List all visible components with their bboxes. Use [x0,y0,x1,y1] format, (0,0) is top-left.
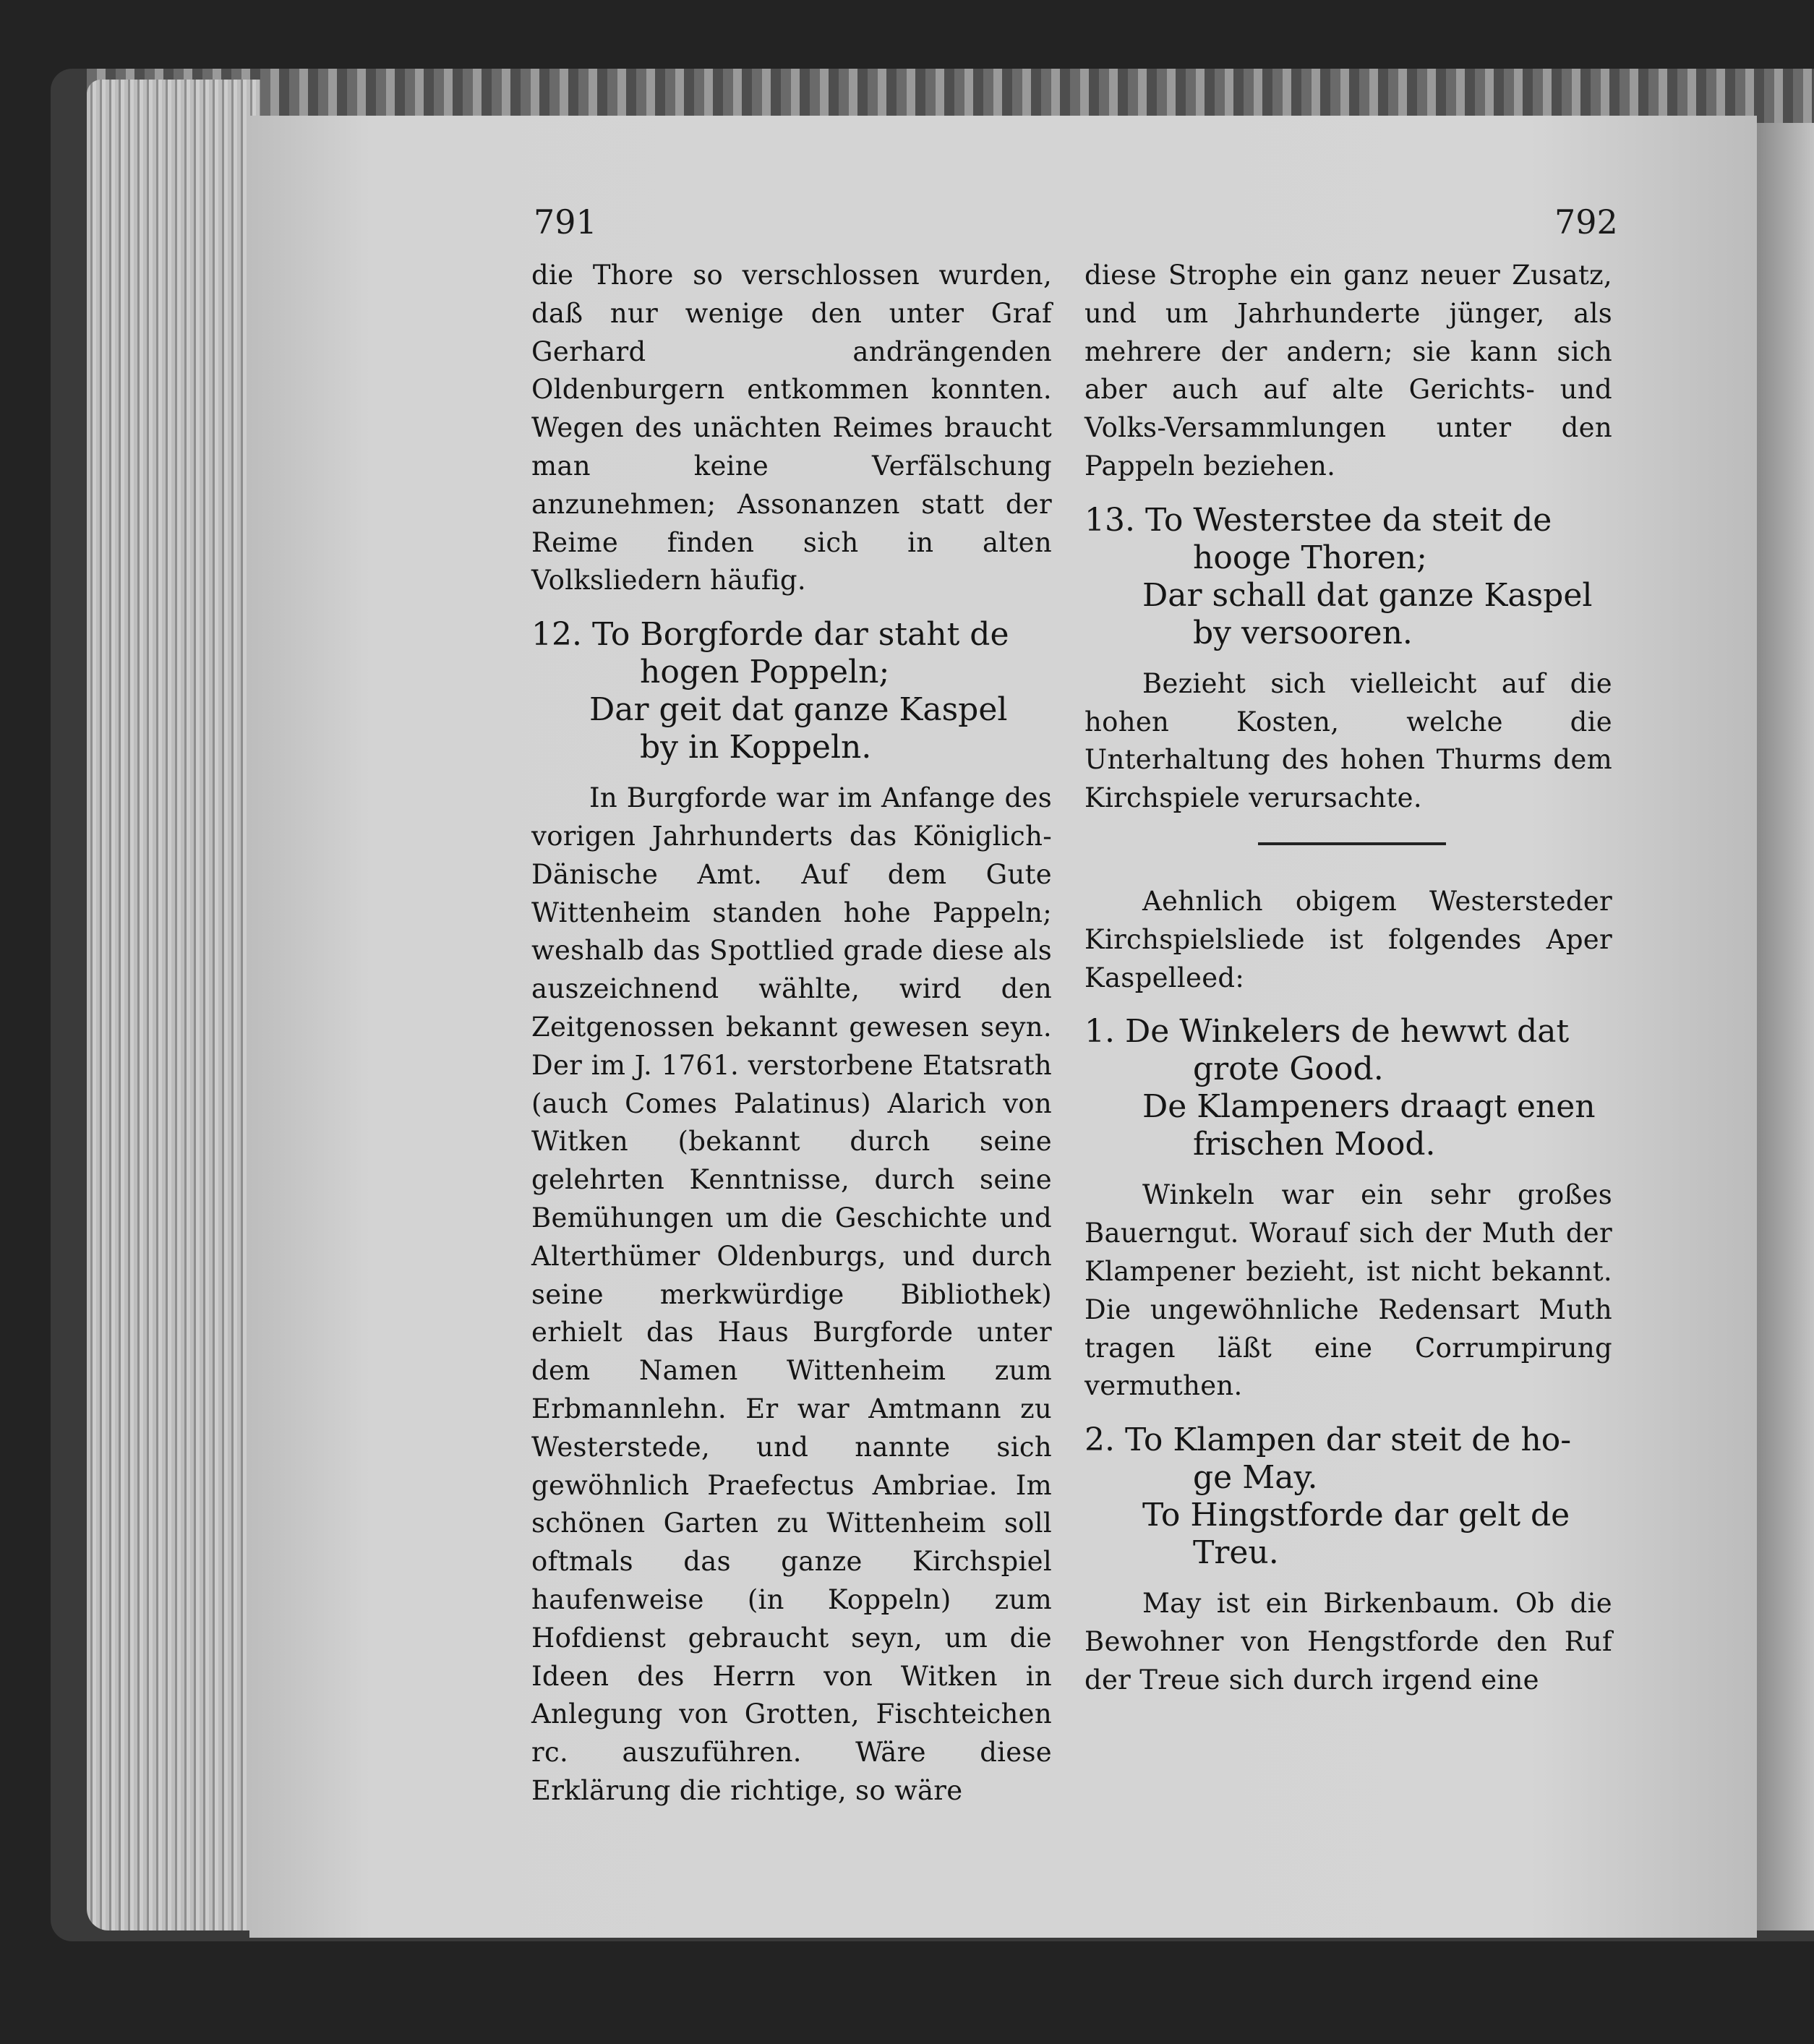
verse-line: 12. To Borgforde dar staht de [531,616,1009,654]
verse-line: hogen Poppeln; [640,654,890,691]
verse-line: ge May. [1193,1459,1318,1497]
verse-line: 2. To Klampen dar steit de ho- [1084,1421,1572,1459]
right-page-number: 792 [1554,202,1618,241]
left-column [531,257,1052,1826]
verse-line: 1. De Winkelers de hewwt dat [1084,1013,1570,1051]
verse-line: grote Good. [1193,1051,1384,1088]
verse-line: Treu. [1193,1534,1279,1572]
next-page-edge [1757,123,1814,1930]
verse-line: Dar geit dat ganze Kaspel [589,691,1008,729]
verse-2 [1084,1421,1612,1572]
right-paragraph-3: Aehnlich obigem Westersteder Kirchspielsliede ist folgendes Aper Kaspelleed: [1084,885,1612,993]
section-divider [1258,842,1446,845]
right-column [1084,257,1612,1716]
page-stack [87,80,260,1930]
verse-line: by in Koppeln. [640,729,872,766]
left-page-number: 791 [534,202,597,241]
verse-line: To Hingstforde dar gelt de [1142,1497,1570,1534]
verse-line: De Klampeners draagt enen [1142,1088,1596,1126]
verse-1 [1084,1013,1612,1163]
verse-line: Dar schall dat ganze Kaspel [1142,576,1593,614]
left-paragraph-1: die Thore so verschlossen wurden, daß nur wenige den unter Graf Gerhard andrängenden Oldenburgern entkommen konnten. Wegen des unächten Reimes braucht man keine Verfälschung anzunehmen; Assonanzen statt der Reime finden sich in alten Volksliedern häufig. [531,260,1052,596]
verse-line: by versooren. [1193,614,1413,651]
verse-13 [1084,502,1612,652]
right-paragraph-2: Bezieht sich vielleicht auf die hohen Kosten, welche die Unterhaltung des hohen Thurms dem Kirchspiele verursachte. [1084,667,1612,814]
verse-12 [531,616,1052,766]
verse-line: 13. To Westerstee da steit de [1084,501,1552,539]
right-paragraph-4: Winkeln war ein sehr großes Bauerngut. Worauf sich der Muth der Klampener bezieht, ist nicht bekannt. Die ungewöhnliche Redensart Muth tragen läßt eine Corrumpirung vermuthen. [1084,1179,1612,1402]
marbled-edge [87,69,1814,123]
right-paragraph-1: diese Strophe ein ganz neuer Zusatz, und um Jahrhunderte jünger, als mehrere der andern; sie kann sich aber auch auf alte Gerichts- und Volks-Versammlungen unter den Pappeln beziehen. [1084,260,1612,482]
right-paragraph-5: May ist ein Birkenbaum. Ob die Bewohner von Hengstforde den Ruf der Treue sich durch irgend eine [1084,1588,1612,1696]
verse-line: hooge Thoren; [1193,539,1427,576]
left-paragraph-2: In Burgforde war im Anfange des vorigen Jahrhunderts das Königlich-Dänische Amt. Auf dem Gute Wittenheim standen hohe Pappeln; weshalb das Spottlied grade diese als auszeichnend wählte, wird den Zeitgenossen bekannt gewesen seyn. Der im J. 1761. verstorbene Etatsrath (auch Comes Palatinus) Alarich von Witken (bekannt durch seine gelehrten Kenntnisse, durch seine Bemühungen um die Geschichte und Alterthümer Oldenburgs, und durch seine merkwürdige Bibliothek) erhielt das Haus Burgforde unter dem Namen Wittenheim zum Erbmannlehn. Er war Amtmann zu Westerstede, und nannte sich gewöhnlich Praefectus Ambriae. Im schönen Garten zu Wittenheim soll oftmals das ganze Kirchspiel haufenweise (in Koppeln) zum Hofdienst gebraucht seyn, um die Ideen des Herrn von Witken in Anlegung von Grotten, Fischteichen rc. auszuführen. Wäre diese Erklärung die richtige, so wäre [531,782,1052,1806]
verse-line: frischen Mood. [1193,1126,1436,1163]
